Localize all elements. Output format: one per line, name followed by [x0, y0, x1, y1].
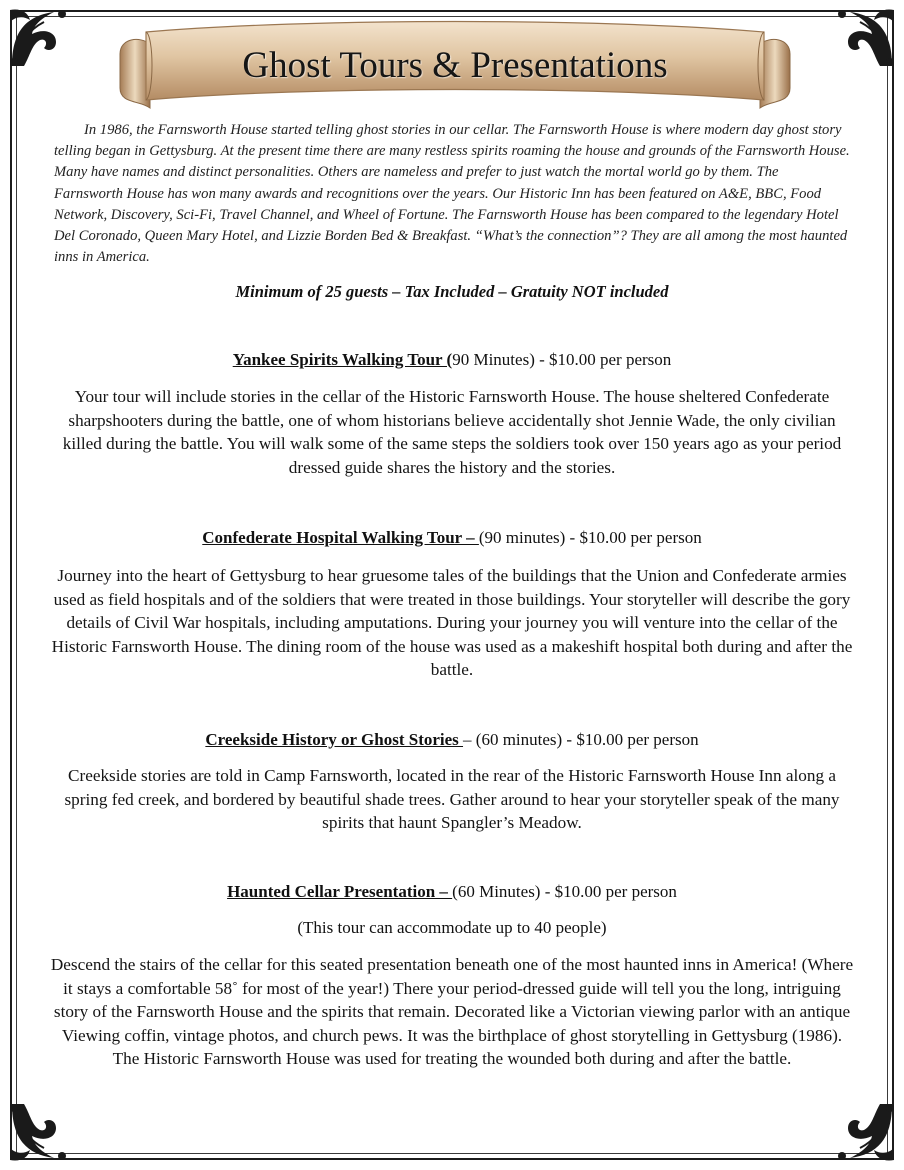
tour-heading-creekside — [0, 730, 904, 750]
page-title: Ghost Tours & Presentations — [242, 45, 668, 86]
corner-ornament-top-left — [4, 4, 74, 74]
corner-ornament-bottom-left — [4, 1096, 74, 1166]
tour-heading-confederate-hospital — [0, 528, 904, 548]
tour-name: Creekside History or Ghost Stories — [205, 730, 464, 749]
title-banner — [110, 14, 800, 120]
tour-details: (90 minutes) - $10.00 per person — [478, 528, 702, 547]
corner-ornament-top-right — [830, 4, 900, 74]
tour-heading-haunted-cellar — [0, 882, 904, 902]
tour-name: Yankee Spirits Walking Tour ( — [232, 350, 453, 369]
tour-description-yankee-spirits: Your tour will include stories in the cellar of the Historic Farnsworth House. The house sheltered Confederate sharpshooters during the battle, one of whom historians believe accidentally shot Jennie Wade, the only civilian killed during the battle. You will walk some of the same steps the soldiers took over 150 years ago as your period dressed guide shares the history and the stories. — [62, 387, 842, 477]
tour-details: 90 Minutes) - $10.00 per person — [452, 350, 672, 369]
tour-description-confederate-hospital: Journey into the heart of Gettysburg to hear gruesome tales of the buildings that the Union and Confederate armies used as field hospitals and of the soldiers that were treated in those buildings. Your storyteller will describe the gory details of Civil War hospitals, including amputations. During your journey you will venture into the cellar of the Historic Farnsworth House. The dining room of the house was used as a makeshift hospital both during and after the battle. — [51, 566, 853, 680]
tour-description-creekside: Creekside stories are told in Camp Farnsworth, located in the rear of the Historic Farnsworth House Inn along a spring fed creek, and bordered by beautiful shade trees. Gather around to hear your storyteller speak of the many spirits that haunt Spangler’s Meadow. — [64, 766, 840, 833]
tour-name: Confederate Hospital Walking Tour – — [202, 528, 479, 547]
intro-paragraph: In 1986, the Farnsworth House started telling ghost stories in our cellar. The Farnsworth House is where modern day ghost story telling began in Gettysburg. At the present time there are many restless spirits roaming the house and grounds of the Farnsworth House. Many have names and distinct personalities. Others are nameless and prefer to just watch the mortal world go by them. The Farnsworth House has won many awards and recognitions over the years. Our Historic Inn has been featured on A&E, BBC, Food Network, Discovery, Sci-Fi, Travel Channel, and Wheel of Fortune. The Farnsworth House has been compared to the legendary Hotel Del Coronado, Queen Mary Hotel, and Lizzie Borden Bed & Breakfast. “What’s the connection”? They are all among the most haunted inns in America. — [54, 122, 850, 266]
minimum-guests-notice: Minimum of 25 guests – Tax Included – Gratuity NOT included — [235, 282, 669, 301]
tour-details: (60 Minutes) - $10.00 per person — [452, 882, 677, 901]
tour-name: Haunted Cellar Presentation – — [227, 882, 453, 901]
corner-ornament-bottom-right — [830, 1096, 900, 1166]
tour-heading-yankee-spirits — [0, 350, 904, 370]
tour-details: – (60 minutes) - $10.00 per person — [463, 730, 699, 749]
tour-description-haunted-cellar: Descend the stairs of the cellar for this seated presentation beneath one of the most haunted inns in America! (Where it stays a comfortable 58˚ for most of the year!) There your period-dressed guide will tell you the long, intriguing story of the Farnsworth House and the spirits that remain. Decorated like a Victorian viewing parlor with an antique Viewing coffin, vintage photos, and church pews. It was the birthplace of ghost storytelling in Gettysburg (1986). The Historic Farnsworth House was used for treating the wounded both during and after the battle. — [50, 955, 854, 1069]
tour-capacity-note: (This tour can accommodate up to 40 people) — [297, 918, 607, 937]
